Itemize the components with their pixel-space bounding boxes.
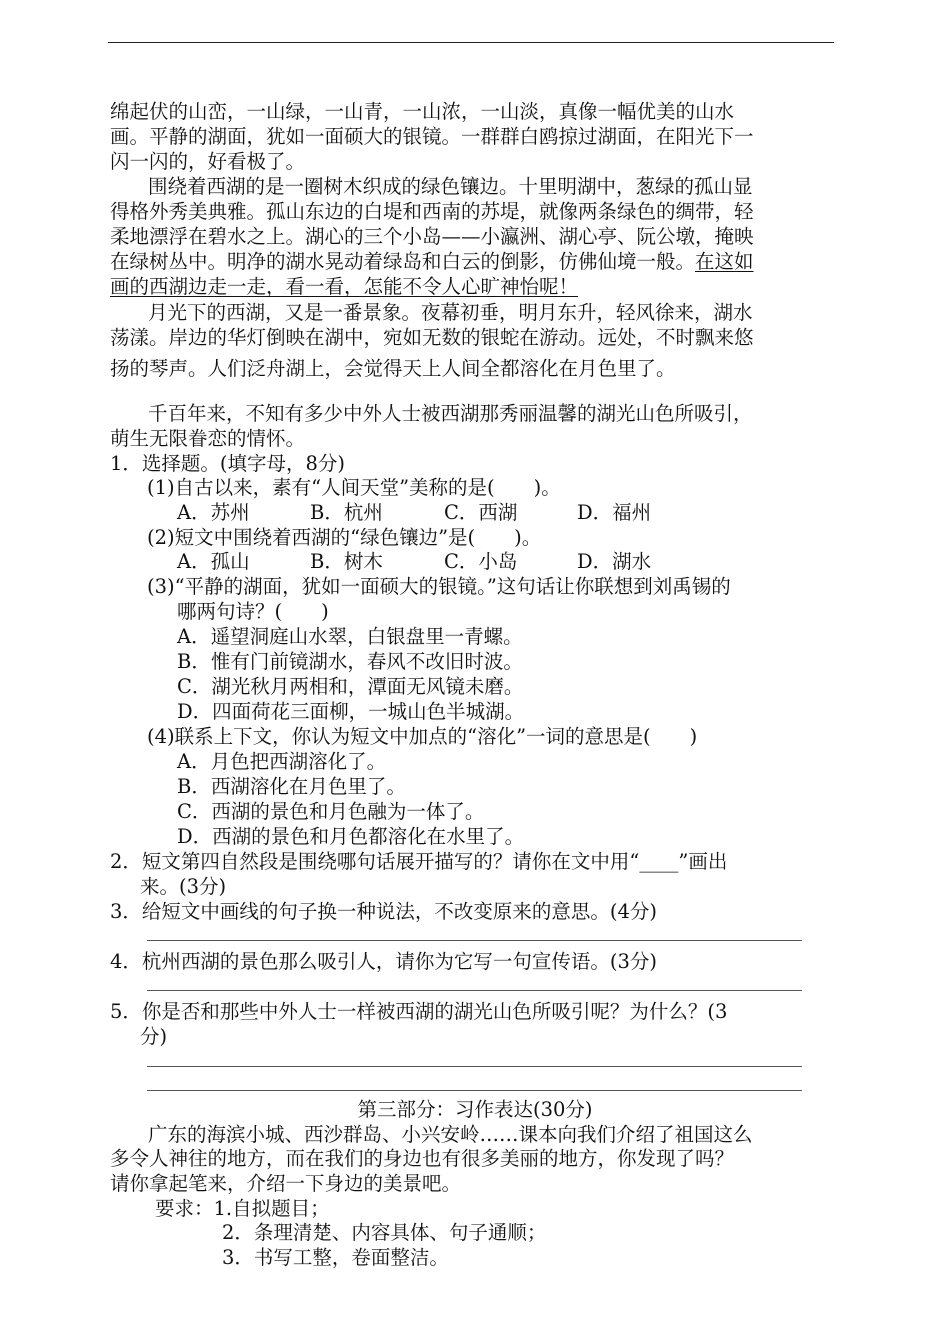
passage-line: 扬的琴声。人们泛舟湖上，会觉得天上人间全都溶化在月色里了。 [110,357,676,380]
answer-line[interactable] [147,1090,802,1091]
passage-line: 得格外秀美典雅。孤山东边的白堤和西南的苏堤，就像两条绿色的绸带，轻 [110,200,754,223]
prompt-line: 广东的海滨小城、西沙群岛、小兴安岭……课本向我们介绍了祖国这么 [148,1123,753,1146]
question-4: 4．杭州西湖的景色那么吸引人，请你为它写一句宣传语。(3分) [110,950,658,973]
option-a: A．遥望洞庭山水翠，白银盘里一青螺。 [177,625,523,648]
question-1: 1．选择题。(填字母，8分) [110,452,346,475]
question-1-2: (2)短文中围绕着西湖的“绿色镶边”是( )。 [147,526,542,549]
option-c: C．西湖 [444,501,518,524]
question-5: 分) [140,1025,168,1048]
underlined-sentence: 在这如 [695,250,754,273]
requirement-2: 2．条理清楚、内容具体、句子通顺； [222,1221,547,1244]
passage-line: 画。平静的湖面，犹如一面硕大的银镜。一群群白鸥掠过湖面，在阳光下一 [110,125,754,148]
option-d: D．四面荷花三面柳，一城山色半城湖。 [177,700,525,723]
passage-line: 绵起伏的山峦，一山绿，一山青，一山浓，一山淡，真像一幅优美的山水 [110,100,735,123]
question-5: 5．你是否和那些中外人士一样被西湖的湖光山色所吸引呢？为什么？(3 [110,1000,728,1023]
option-b: B．杭州 [310,501,383,524]
passage-line: 柔地漂浮在碧水之上。湖心的三个小岛——小瀛洲、湖心亭、阮公墩，掩映 [110,225,754,248]
option-b: B．西湖溶化在月色里了。 [177,775,406,798]
question-2: 来。(3分) [140,875,227,898]
passage-line: 千百年来，不知有多少中外人士被西湖那秀丽温馨的湖光山色所吸引， [148,402,753,425]
option-d: D．湖水 [577,550,652,573]
passage-line: 荡漾。岸边的华灯倒映在湖中，宛如无数的银蛇在游动。远处，不时飘来悠 [110,326,754,349]
passage-text: 在绿树丛中。明净的湖水晃动着绿岛和白云的倒影，仿佛仙境一般。 [110,250,696,273]
passage-line [110,250,754,274]
option-b: B．惟有门前镜湖水，春风不改旧时波。 [177,650,523,673]
option-c: C．西湖的景色和月色融为一体了。 [177,800,485,823]
header-rule [108,42,834,43]
answer-line[interactable] [147,990,802,991]
option-a: A．孤山 [177,550,250,573]
option-c: C．湖光秋月两相和，潭面无风镜未磨。 [177,675,524,698]
option-c: C．小岛 [444,550,518,573]
question-2: 2．短文第四自然段是围绕哪句话展开描写的？请你在文中用“____”画出 [110,850,728,873]
passage-line: 萌生无限眷恋的情怀。 [110,427,306,450]
passage-line: 月光下的西湖，又是一番景象。夜幕初垂，明月东升，轻风徐来，湖水 [148,301,753,324]
question-1-1: (1)自古以来，素有“人间天堂”美称的是( )。 [147,476,561,499]
requirement-3: 3．书写工整，卷面整洁。 [222,1246,449,1269]
underlined-sentence: 画的西湖边走一走，看一看，怎能不令人心旷神怡呢！ [110,275,579,298]
option-a: A．月色把西湖溶化了。 [177,750,387,773]
question-1-3: (3)“平静的湖面，犹如一面硕大的银镜。”这句话让你联想到刘禹锡的 [147,575,731,598]
question-1-3: 哪两句诗？( ) [177,600,329,623]
question-3: 3．给短文中画线的句子换一种说法，不改变原来的意思。(4分) [110,900,658,923]
passage-line: 围绕着西湖的是一圈树木织成的绿色镶边。十里明湖中，葱绿的孤山显 [148,175,753,198]
prompt-line: 多令人神往的地方，而在我们的身边也有很多美丽的地方，你发现了吗？ [110,1147,735,1170]
answer-line[interactable] [147,940,802,941]
section-title: 第三部分：习作表达(30分) [357,1098,593,1121]
prompt-line: 请你拿起笔来，介绍一下身边的美景吧。 [110,1172,462,1195]
passage-line: 闪一闪的，好看极了。 [110,150,306,173]
option-d: D．西湖的景色和月色都溶化在水里了。 [177,825,525,848]
option-a: A．苏州 [177,501,250,524]
answer-line[interactable] [147,1066,802,1067]
question-1-4: (4)联系上下文，你认为短文中加点的“溶化”一词的意思是( ) [147,725,698,748]
option-b: B．树木 [310,550,383,573]
option-d: D．福州 [577,501,652,524]
requirement-1: 要求：1.自拟题目； [155,1197,330,1220]
